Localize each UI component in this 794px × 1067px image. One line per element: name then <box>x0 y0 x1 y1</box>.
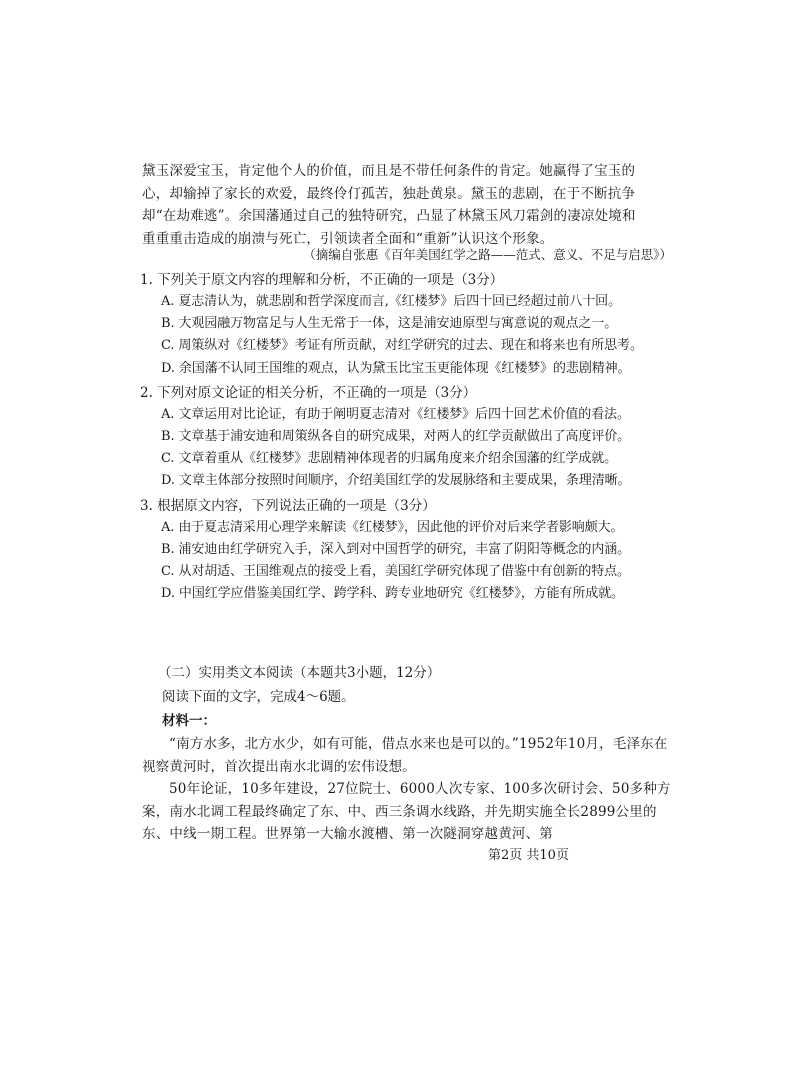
intro-line: 黛玉深爱宝玉，肯定他个人的价值，而且是不带任何条件的肯定。她赢得了宝玉的 <box>142 163 636 179</box>
option-d: D. 中国红学应借鉴美国红学、跨学科、跨专业地研究《红楼梦》，方能有所成就。 <box>161 586 624 602</box>
material-title: 材料一： <box>162 713 216 729</box>
section-heading: （二）实用类文本阅读（本题共3小题，12分） <box>158 665 441 681</box>
option-b: B. 浦安迪由红学研究入手，深入到对中国哲学的研究，丰富了阴阳等概念的内涵。 <box>161 541 631 557</box>
option-a: A. 文章运用对比论证，有助于阐明夏志清对《红楼梦》后四十回艺术价值的看法。 <box>161 406 630 422</box>
intro-line: 心，却输掉了家长的欢爱，最终伶仃孤苦，独赴黄泉。黛玉的悲剧，在于不断抗争 <box>142 185 636 202</box>
material-passage <box>142 733 674 846</box>
intro-line: 重重重击造成的崩溃与死亡，引领读者全面和“重新”认识这个形象。 <box>142 230 554 247</box>
question-stem: 2. 下列对原文论证的相关分析，不正确的一项是（3分） <box>140 384 477 401</box>
option-b: B. 大观园融万物富足与人生无常于一体，这是浦安迪原型与寓意说的观点之一。 <box>161 316 618 332</box>
option-c: C. 文章着重从《红楼梦》悲剧精神体现者的归属角度来介绍余国藩的红学成就。 <box>161 451 618 467</box>
section-instruction: 阅读下面的文字，完成4～6题。 <box>162 689 355 705</box>
option-c: C. 从对胡适、王国维观点的接受上看，美国红学研究体现了借鉴中有创新的特点。 <box>161 563 630 579</box>
option-c: C. 周策纵对《红楼梦》考证有所贡献，对红学研究的过去、现在和将来也有所思考。 <box>161 338 643 354</box>
material-paragraph: 50年论证，10多年建设，27位院士、6000人次专家、100多次研讨会、50多种方案，南水北调工程最终确定了东、中、西三条调水线路，并先期实施全长2899公里的东、中线一期工程。世界第一大输水渡槽、第一次隧洞穿越黄河、第 <box>142 781 671 842</box>
question-list <box>140 269 680 607</box>
page-number: 第2页 共10页 <box>488 848 569 863</box>
option-a: A. 由于夏志清采用心理学来解读《红楼梦》，因此他的评价对后来学者影响颇大。 <box>161 519 624 535</box>
question-3 <box>140 495 680 606</box>
option-d: D. 文章主体部分按照时间顺序，介绍美国红学的发展脉络和主要成果，条理清晰。 <box>161 473 631 489</box>
option-d: D. 余国藩不认同王国维的观点，认为黛玉比宝玉更能体现《红楼梦》的悲剧精神。 <box>161 360 631 376</box>
question-stem: 3. 根据原文内容，下列说法正确的一项是（3分） <box>140 497 436 514</box>
option-a: A. 夏志清认为，就悲剧和哲学深度而言,《红楼梦》后四十回已经超过前八十回。 <box>161 294 621 309</box>
question-1 <box>140 269 680 380</box>
question-stem: 1. 下列关于原文内容的理解和分析，不正确的一项是（3分） <box>140 272 504 288</box>
material-paragraph: “南方水多，北方水少，如有可能，借点水来也是可以的。”1952年10月，毛泽东在视察黄河时，首次提出南水北调的宏伟设想。 <box>142 736 668 775</box>
intro-passage <box>142 160 672 250</box>
question-2 <box>140 382 680 493</box>
option-b: B. 文章基于浦安迪和周策纵各自的研究成果，对两人的红学贡献做出了高度评价。 <box>161 428 631 444</box>
intro-line: 却“在劫难逃”。余国藩通过自己的独特研究，凸显了林黛玉风刀霜剑的凄凉处境和 <box>142 208 636 224</box>
source-citation: （摘编自张惠《百年美国红学之路——范式、意义、不足与启思》） <box>303 247 672 262</box>
